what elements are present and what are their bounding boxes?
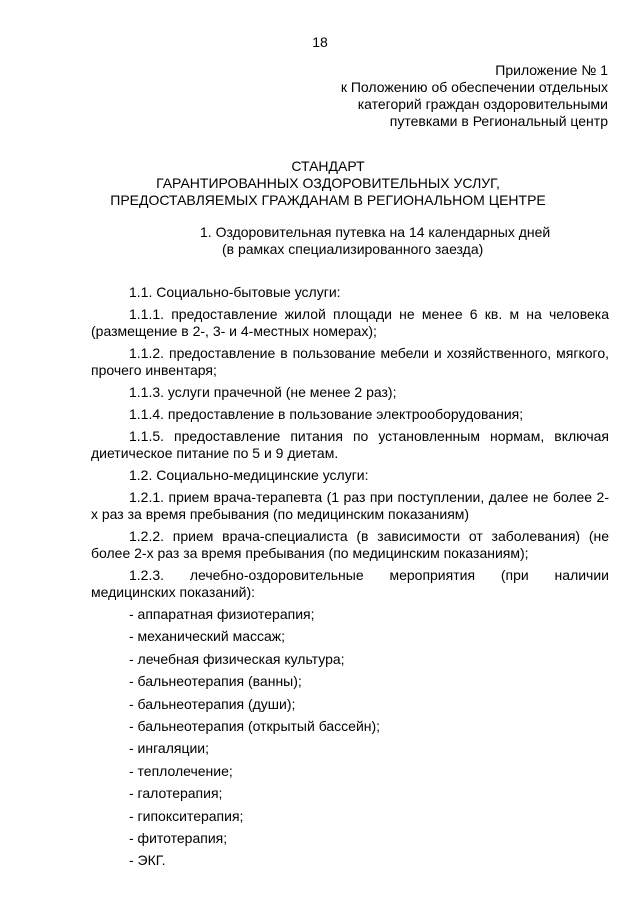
title-line: ГАРАНТИРОВАННЫХ ОЗДОРОВИТЕЛЬНЫХ УСЛУГ,	[156, 175, 500, 191]
paragraph: 1.1.1. предоставление жилой площади не менее 6 кв. м на человека (размещение в 2-, 3- и 4-местных номерах);	[91, 306, 609, 339]
list-item: - ингаляции;	[129, 740, 209, 757]
list-item: - галотерапия;	[129, 785, 223, 802]
title-line: ПРЕДОСТАВЛЯЕМЫХ ГРАЖДАНАМ В РЕГИОНАЛЬНОМ ЦЕНТРЕ	[110, 192, 546, 208]
document-body	[91, 284, 609, 875]
title-line: СТАНДАРТ	[291, 158, 365, 174]
list-item: - фитотерапия;	[129, 829, 228, 846]
paragraph: 1.2. Социально-медицинские услуги:	[129, 467, 369, 483]
list-item: - механический массаж;	[129, 628, 286, 645]
page-number: 18	[312, 34, 328, 50]
procedure-list	[91, 606, 609, 869]
document-title	[0, 158, 640, 209]
appendix-line: к Положению об обеспечении отдельных	[340, 79, 608, 95]
paragraph: 1.1.3. услуги прачечной (не менее 2 раз);	[129, 384, 397, 400]
list-item: - бальнеотерапия (открытый бассейн);	[129, 717, 381, 734]
paragraph: 1.2.1. прием врача-терапевта (1 раз при поступлении, далее не более 2-х раз за время пребывания (по медицинским показаниям)	[91, 489, 609, 522]
paragraph: 1.1.2. предоставление в пользование мебели и хозяйственного, мягкого, прочего инвентаря;	[91, 345, 609, 378]
section-heading-line: 1. Оздоровительная путевка на 14 календарных дней	[200, 224, 551, 240]
list-item: - ЭКГ.	[129, 852, 166, 869]
paragraph: 1.1. Социально-бытовые услуги:	[129, 284, 341, 300]
section-heading-line: (в рамках специализированного заезда)	[222, 241, 484, 257]
appendix-line: путевками в Региональный центр	[389, 113, 608, 129]
paragraph: 1.1.4. предоставление в пользование электрооборудования;	[129, 406, 524, 422]
list-item: - аппаратная физиотерапия;	[129, 606, 315, 622]
section-heading	[200, 224, 550, 258]
list-item: - бальнеотерапия (ванны);	[129, 673, 302, 690]
list-item: - лечебная физическая культура;	[129, 650, 345, 667]
list-item: - бальнеотерапия (души);	[129, 695, 296, 712]
list-item: - теплолечение;	[129, 762, 233, 779]
appendix-note	[341, 62, 608, 130]
appendix-line: категорий граждан оздоровительными	[357, 96, 608, 112]
appendix-line: Приложение № 1	[495, 62, 608, 78]
paragraph: 1.1.5. предоставление питания по установленным нормам, включая диетическое питание по 5 и 9 диетам.	[91, 428, 609, 461]
list-item: - гипокситерапия;	[129, 807, 244, 824]
paragraph: 1.2.3. лечебно-оздоровительные мероприятия (при наличии медицинских показаний):	[91, 567, 609, 600]
paragraph: 1.2.2. прием врача-специалиста (в зависимости от заболевания) (не более 2-х раз за время пребывания (по медицинским показаниям);	[91, 528, 609, 561]
